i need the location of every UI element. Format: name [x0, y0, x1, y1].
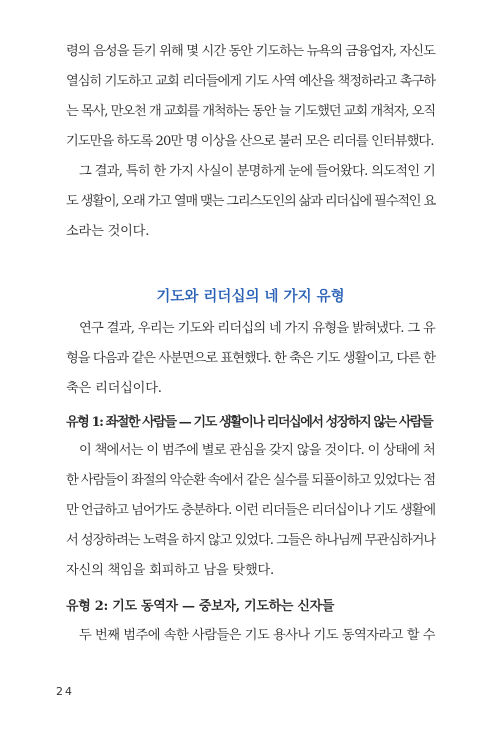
text-line: 열심히 기도하고 교회 리더들에게 기도 사역 예산을 책정하라고 촉구하 — [66, 74, 435, 89]
text-line: 이 책에서는 이 범주에 별로 관심을 갖지 않을 것이다. 이 상태에 처 — [79, 443, 435, 458]
paragraph-research — [66, 314, 435, 404]
text-line: 는 목사, 만오천 개 교회를 개척하는 동안 늘 기도했던 교회 개척자, 오직 — [66, 104, 435, 119]
paragraph-type-1 — [66, 436, 435, 586]
page-number: 24 — [56, 685, 74, 698]
text-line: 령의 음성을 듣기 위해 몇 시간 동안 기도하는 뉴욕의 금융업자, 자신도 — [66, 44, 435, 59]
text-line: 한 사람들이 좌절의 악순환 속에서 같은 실수를 되풀이하고 있었다는 점 — [66, 473, 436, 488]
text-line: 만 언급하고 넘어가도 충분하다. 이런 리더들은 리더십이나 기도 생활에 — [66, 503, 436, 518]
paragraph-type-2 — [66, 621, 435, 651]
text-line: 축은 리더십이다. — [66, 381, 162, 396]
text-line: 형을 다음과 같은 사분면으로 표현했다. 한 축은 기도 생활이고, 다른 한 — [66, 351, 435, 366]
text-line: 자신의 책임을 회피하고 남을 탓했다. — [66, 563, 275, 578]
text-line: 도 생활이, 오래 가고 열매 맺는 그리스도인의 삶과 리더십에 필수적인 요 — [66, 194, 435, 209]
paragraph-finding — [66, 157, 435, 247]
text-line: 소라는 것이다. — [66, 224, 150, 239]
text-line: 그 결과, 특히 한 가지 사실이 분명하게 눈에 들어왔다. 의도적인 기 — [79, 164, 435, 179]
text-line: 기도만을 하도록 20만 명 이상을 산으로 불러 모은 리더를 인터뷰했다. — [66, 134, 434, 149]
text-line: 두 번째 범주에 속한 사람들은 기도 용사나 기도 동역자라고 할 수 — [79, 628, 435, 643]
text-line: 서 성장하려는 노력을 하지 않고 있었다. 그들은 하나님께 무관심하거나 — [66, 533, 436, 548]
subheading-type-1: 유형 1: 좌절한 사람들 — 기도 생활이나 리더십에서 성장하지 않는 사람들 — [66, 415, 433, 430]
paragraph-interviews — [66, 37, 435, 157]
subheading-type-2: 유형 2: 기도 동역자 — 중보자, 기도하는 신자들 — [66, 599, 335, 614]
section-heading: 기도와 리더십의 네 가지 유형 — [156, 289, 345, 305]
text-line: 연구 결과, 우리는 기도와 리더십의 네 가지 유형을 밝혀냈다. 그 유 — [79, 321, 435, 336]
